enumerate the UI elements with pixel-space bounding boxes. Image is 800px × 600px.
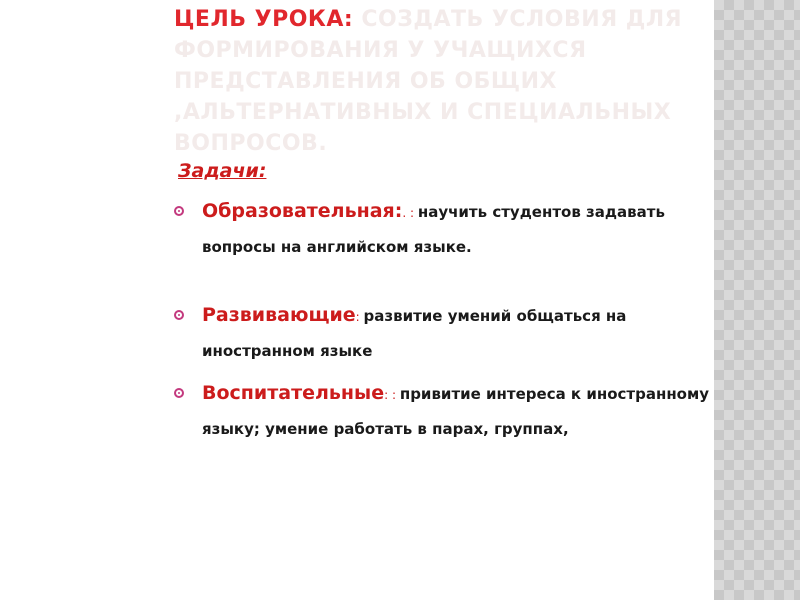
item-label: Развивающие bbox=[202, 304, 356, 326]
item-separator: : bbox=[355, 310, 364, 324]
title-lead: ЦЕЛЬ УРОКА: bbox=[174, 7, 354, 32]
tasks-heading: Задачи: bbox=[178, 160, 267, 182]
item-text: привитие интереса к иностранному языку; умение работать в парах, группах, bbox=[202, 385, 710, 438]
item-separator: : : bbox=[384, 388, 400, 402]
tasks-list bbox=[170, 194, 730, 446]
list-item-educational bbox=[170, 194, 730, 264]
list-item-upbringing bbox=[170, 376, 730, 446]
slide-title bbox=[174, 4, 704, 159]
item-label: Воспитательные bbox=[202, 382, 385, 404]
title-rest: СОЗДАТЬ УСЛОВИЯ ДЛЯ ФОРМИРОВАНИЯ У УЧАЩИХСЯ ПРЕДСТАВЛЕНИЯ ОБ ОБЩИХ ,АЛЬТЕРНАТИВНЫХ И СПЕЦИАЛЬНЫХ ВОПРОСОВ. bbox=[174, 7, 683, 156]
circle-bullet-icon bbox=[174, 310, 184, 320]
circle-bullet-icon bbox=[174, 206, 184, 216]
list-item-developmental bbox=[170, 298, 730, 368]
circle-bullet-icon bbox=[174, 388, 184, 398]
item-text: развитие умений общаться на иностранном языке bbox=[202, 307, 627, 360]
item-label: Образовательная: bbox=[202, 200, 403, 222]
item-separator: . : bbox=[402, 206, 418, 220]
item-text: научить студентов задавать вопросы на английском языке. bbox=[202, 203, 665, 256]
